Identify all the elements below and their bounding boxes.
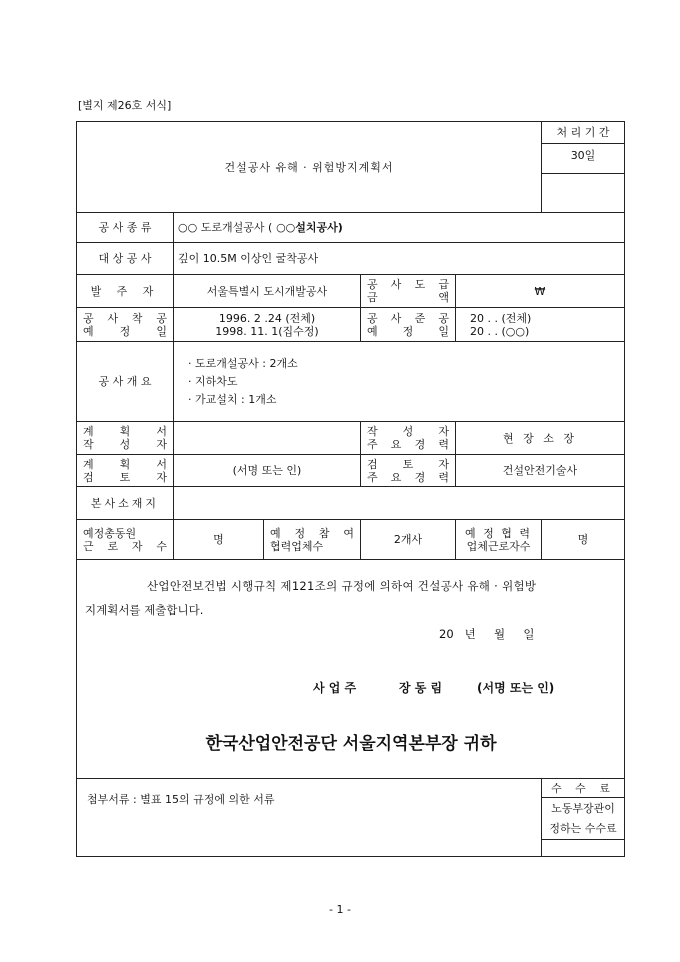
start-date-value: 1996. 2 .24 (전체) 1998. 11. 1(집수정)	[174, 308, 361, 342]
partner-count-label: 예 정 참 여 협력업체수	[264, 520, 361, 560]
plan-reviewer-label: 계 획 서 검 토 자	[77, 455, 174, 487]
plan-form-table	[76, 121, 625, 857]
signer-role: 사 업 주	[313, 681, 357, 695]
declaration-line-2: 지계획서를 제출합니다.	[85, 603, 204, 617]
fee-label: 수 수 료	[542, 779, 625, 798]
start-date-label: 공 사 착 공 예 정 일	[77, 308, 174, 342]
contract-amount-value: ₩	[456, 275, 625, 308]
contract-amount-label: 공 사 도 급 금 액	[361, 275, 456, 308]
target-construction-value: 깊이 10.5M 이상인 굴착공사	[174, 243, 625, 275]
construction-type-sub: ○○설치공사)	[272, 221, 343, 234]
recipient: 한국산업안전공단 서울지역본부장 귀하	[205, 734, 497, 754]
hq-location-label: 본사소재지	[77, 487, 174, 520]
orderer-label: 발 주 자	[77, 275, 174, 308]
plan-reviewer-value: (서명 또는 인)	[174, 455, 361, 487]
processing-blank-cell	[542, 174, 625, 213]
overview-item: · 지하차도	[188, 374, 238, 388]
form-number-label: [별지 제26호 서식]	[78, 99, 172, 112]
declaration-block	[77, 560, 625, 779]
construction-type-main: ○○ 도로개설공사 (	[178, 221, 273, 234]
partner-workers-label: 예 정 협 력 업체근로자수	[456, 520, 542, 560]
document-title: 건설공사 유해 · 위험방지계획서	[77, 122, 542, 213]
overview-item: · 가교설치 : 1개소	[188, 392, 277, 406]
overview-value	[174, 342, 625, 422]
processing-period-label: 처 리 기 간	[542, 122, 625, 144]
construction-type-value	[174, 213, 625, 243]
fee-value: 노동부장관이 정하는 수수료	[542, 798, 625, 840]
partner-workers-value: 명	[542, 520, 625, 560]
construction-type-label: 공 사 종 류	[77, 213, 174, 243]
finish-date-value: 20 . . (전체) 20 . . (○○)	[456, 308, 625, 342]
orderer-value: 서울특별시 도시개발공사	[174, 275, 361, 308]
attachments-text: 첨부서류 : 별표 15의 규정에 의한 서류	[77, 779, 542, 857]
declaration-date: 20 년 월 일	[439, 627, 535, 641]
signer-signature: (서명 또는 인)	[477, 681, 555, 695]
plan-writer-value	[174, 422, 361, 455]
overview-item: · 도로개설공사 : 2개소	[188, 356, 298, 370]
reviewer-career-label: 검 토 자 주 요 경 력	[361, 455, 456, 487]
declaration-line-1: 산업안전보건법 시행규칙 제121조의 규정에 의하여 건설공사 유해 · 위험방	[147, 579, 537, 593]
finish-date-label: 공 사 준 공 예 정 일	[361, 308, 456, 342]
target-construction-label: 대 상 공 사	[77, 243, 174, 275]
page-number: - 1 -	[329, 903, 351, 916]
total-workers-value: 명	[174, 520, 264, 560]
total-workers-label: 예정총동원 근 로 자 수	[77, 520, 174, 560]
writer-career-label: 작 성 자 주 요 경 력	[361, 422, 456, 455]
fee-blank-cell	[542, 840, 625, 857]
hq-location-value	[174, 487, 625, 520]
overview-label: 공 사 개 요	[77, 342, 174, 422]
plan-writer-label: 계 획 서 작 성 자	[77, 422, 174, 455]
partner-count-value: 2개사	[361, 520, 456, 560]
processing-period-value: 30일	[542, 144, 625, 174]
signer-name: 장 동 림	[399, 681, 443, 695]
writer-career-value: 현 장 소 장	[456, 422, 625, 455]
reviewer-career-value: 건설안전기술사	[456, 455, 625, 487]
